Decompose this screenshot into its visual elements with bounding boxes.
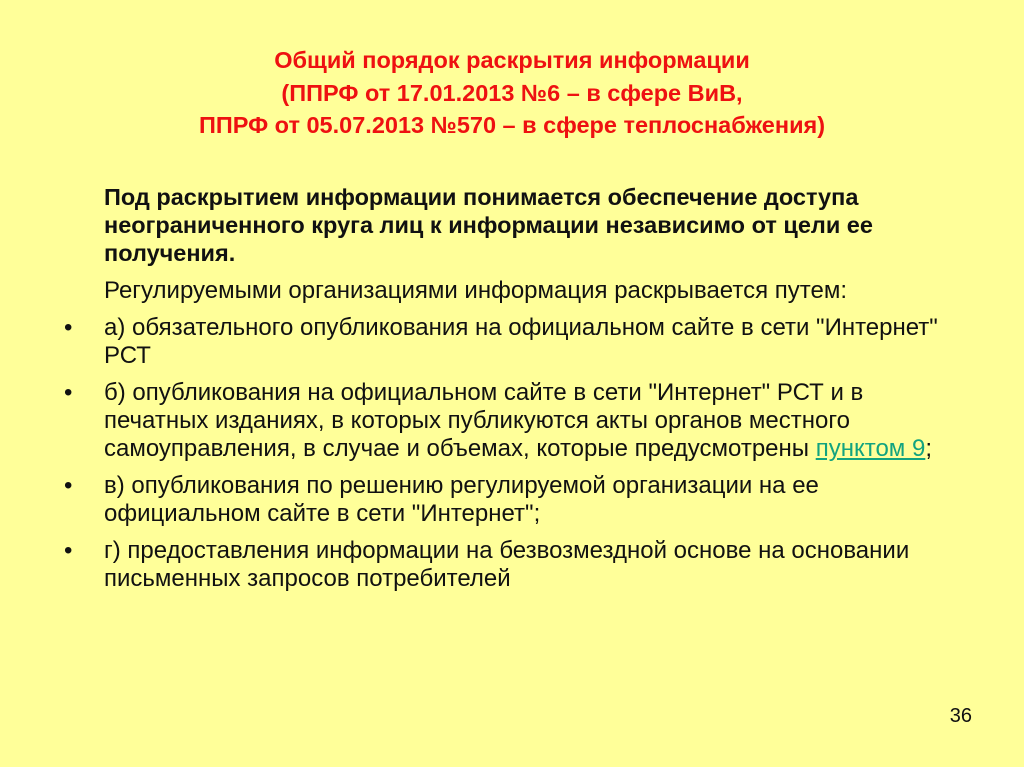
title-line-1: Общий порядок раскрытия информации	[274, 47, 750, 73]
list-item-text: б) опубликования на официальном сайте в сети "Интернет" РСТ и в печатных изданиях, в которых публикуются акты органов местного самоуправления, в случае и объемах, которые предусмотрены	[104, 379, 864, 462]
list-item	[64, 537, 974, 593]
bullet-icon: •	[64, 379, 73, 406]
bullet-icon: •	[64, 314, 73, 341]
list-item	[64, 379, 974, 463]
intro-paragraph: Регулируемыми организациями информация раскрывается путем:	[104, 277, 847, 304]
list-item	[64, 472, 974, 528]
slide-title	[80, 44, 944, 142]
list-item-text-end: ;	[925, 435, 932, 462]
list-item-text: г) предоставления информации на безвозмездной основе на основании письменных запросов потребителей	[104, 537, 910, 592]
bullet-icon: •	[64, 472, 73, 499]
title-line-3: ППРФ от 05.07.2013 №570 – в сфере теплоснабжения)	[198, 112, 826, 138]
point-9-link[interactable]: пунктом 9	[815, 435, 926, 462]
list-item-text: а) обязательного опубликования на официальном сайте в сети "Интернет" РСТ	[104, 314, 938, 369]
list-item	[64, 314, 974, 370]
definition-paragraph: Под раскрытием информации понимается обеспечение доступа неограниченного круга лиц к информации независимо от цели ее получения.	[104, 184, 873, 266]
title-line-2: (ППРФ от 17.01.2013 №6 – в сфере ВиВ,	[281, 79, 743, 106]
page-number: 36	[949, 705, 972, 727]
slide-body	[0, 183, 1024, 602]
bullet-icon: •	[64, 537, 73, 564]
list-item-text: в) опубликования по решению регулируемой организации на ее официальном сайте в сети "Интернет";	[104, 472, 819, 527]
